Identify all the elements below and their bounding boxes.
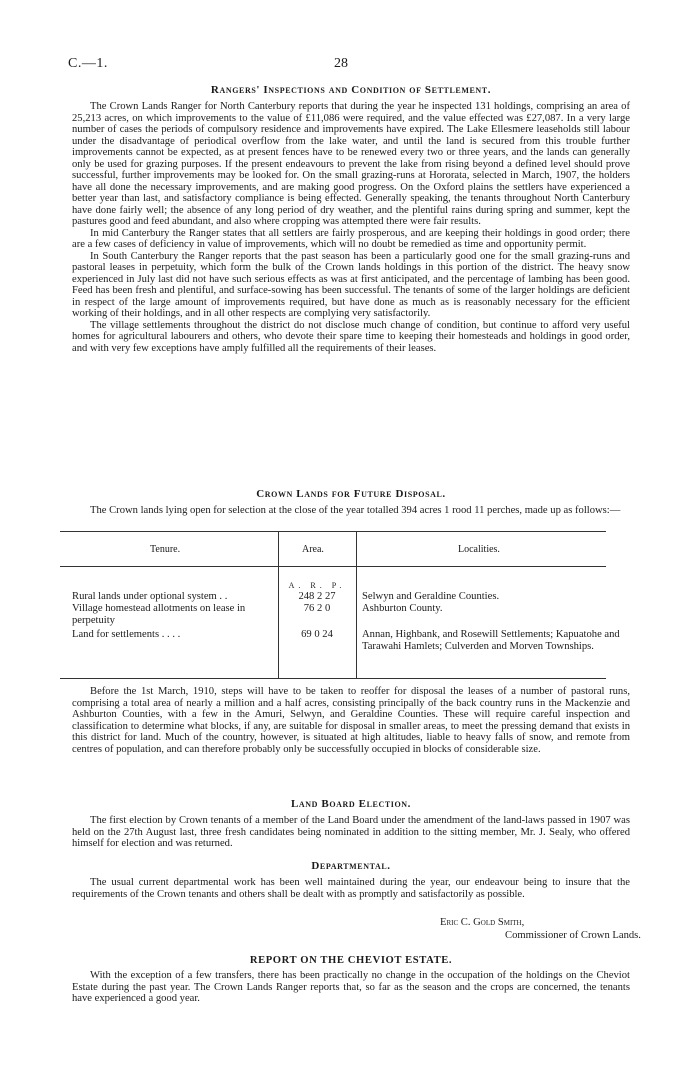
- future-disposal-heading: Crown Lands for Future Disposal.: [256, 488, 446, 500]
- table-row-1-area: 248 2 27: [298, 591, 336, 602]
- cheviot-heading: REPORT ON THE CHEVIOT ESTATE.: [249, 955, 453, 966]
- table-divider-2: [356, 531, 357, 567]
- rangers-heading: Rangers' Inspections and Condition of Settlement.: [210, 84, 492, 96]
- rangers-paragraph-3: In South Canterbury the Ranger reports that the past season has been a particularly good one for the small grazing-runs and pastoral leases in perpetuity, which form the bulk of the Crown lands holdings in this portion of the district. The heavy snow experienced in July last did not have such serious effects as was at first anticipated, and the percentage of lambing has been good. Feed has been fresh and plentiful, and surface-sowing has been successful. The tenants of some of the larger holdings are deficient in respect of the large amount of improvements required, but have done as much as is reasonably necessary for the efficient working of their holdings, and in all other respects are complying very satisfactorily.: [72, 250, 630, 319]
- departmental-heading: Departmental.: [311, 860, 391, 872]
- rangers-section: [72, 84, 630, 354]
- rangers-paragraph-2: In mid Canterbury the Ranger states that all settlers are fairly prosperous, and are keeping their holdings in good order; there are a few cases of deficiency in value of improvements, which will no doubt be remedied as time and opportunity permit.: [72, 227, 630, 250]
- table-header-localities: Localities.: [458, 544, 500, 555]
- table-row-3-localities: Annan, Highbank, and Rosewill Settlements; Kapuatohe and Tarawahi Hamlets; Culverden and Morven Townships.: [362, 629, 620, 652]
- election-paragraph: The first election by Crown tenants of a member of the Land Board under the amendment of the land-laws passed in 1907 was held on the 27th August last, three fresh candidates being nominated in addition to the sitting member, Mr. J. Sealy, who offered himself for election and was returned.: [72, 815, 630, 849]
- table-row-1-tenure: Rural lands under optional system . .: [72, 591, 228, 602]
- signature-name: Eric C. Gold Smith,: [440, 917, 525, 928]
- table-header-tenure: Tenure.: [150, 544, 181, 555]
- table-row-3-tenure: Land for settlements . . . .: [72, 629, 181, 640]
- table-divider-4: [356, 566, 357, 678]
- table-row-1-localities: Selwyn and Geraldine Counties.: [362, 591, 500, 602]
- rangers-paragraph-4: The village settlements throughout the district do not disclose much change of condition, but continue to afford very useful homes for agricultural labourers and others, who devote their spare time to keeping their homesteads and holdings in good order, and with very few exceptions have amply fulfilled all the requirements of their leases.: [72, 319, 630, 354]
- table-row-2-area: 76 2 0: [303, 603, 331, 614]
- table-bottom-rule: [60, 678, 606, 679]
- future-disposal-after: [72, 686, 630, 755]
- signature-title: Commissioner of Crown Lands.: [505, 930, 641, 941]
- table-divider-1: [278, 531, 279, 567]
- rangers-paragraph-1: The Crown Lands Ranger for North Canterbury reports that during the year he inspected 131 holdings, comprising an area of 25,213 acres, on which improvements to the value of £11,086 were required, and the value effected was £27,087. In a very large number of cases the periods of compulsory residence and improvements have expired. The Lake Ellesmere leaseholds still labour under the disadvantage of periodical overflow from the lake water, and until the land is secured from this trouble further improvements cannot be expected, as at present fences have to be renewed every two or three years, and the lands can generally only be used for grazing purposes. If the present endeavours to prevent the lake from rising beyond a defined level should prove successful, further improvements may be looked for. On the small grazing-runs at Hororata, selected in March, 1907, the holders have all done the necessary improvements, and are making good progress. On the Oxford plains the settlers have experienced a better year than last, and satisfactory compliance is being effected. Generally speaking, the tenants throughout North Canterbury have done fairly well; the absence of any long period of dry weather, and the plentiful rains during spring and summer, kept the pastures good and feed abundant, and also where cropping was attempted there were fair results.: [72, 101, 630, 227]
- election-section: [72, 798, 630, 850]
- cheviot-section: [72, 955, 630, 1005]
- future-disposal-paragraph: Before the 1st March, 1910, steps will have to be taken to reoffer for disposal the leases of a number of pastoral runs, comprising a total area of nearly a million and a half acres, consisting principally of the back country runs in the Mackenzie and Ashburton Counties, with a few in the Amuri, Selwyn, and Geraldine Counties. These will require careful inspection and classification to determine what blocks, if any, are suitable for disposal in smaller areas, to meet the pressing demand that exists in this district for land. Much of the country, however, is situated at high altitudes, liable to heavy falls of snow, and remote from centres of population, and can therefore probably only be successfully occupied in blocks of considerable size.: [72, 686, 630, 755]
- table-divider-3: [278, 566, 279, 678]
- departmental-paragraph: The usual current departmental work has been well maintained during the year, our endeavour being to insure that the requirements of the Crown tenants and others shall be dealt with as promptly and satisfactorily as possible.: [72, 877, 630, 900]
- table-top-rule: [60, 531, 606, 532]
- table-area-units: A. R. P.: [288, 581, 346, 590]
- departmental-section: [72, 860, 630, 900]
- cheviot-paragraph: With the exception of a few transfers, there has been practically no change in the occupation of the holdings on the Cheviot Estate during the past year. The Crown Lands Ranger reports that, so far as the season and the crops are concerned, the tenants have experienced a good year.: [72, 970, 630, 1004]
- table-header-rule: [60, 566, 606, 567]
- table-row-2-localities: Ashburton County.: [362, 603, 443, 614]
- document-reference: C.—1.: [68, 56, 108, 71]
- future-disposal-section: [72, 488, 630, 517]
- page-number: 28: [334, 56, 348, 71]
- table-row-3-area: 69 0 24: [301, 629, 333, 640]
- table-header-area: Area.: [302, 544, 324, 555]
- election-heading: Land Board Election.: [290, 798, 412, 810]
- table-row-2-tenure: Village homestead allotments on lease in perpetuity: [72, 603, 246, 626]
- future-disposal-intro: The Crown lands lying open for selection at the close of the year totalled 394 acres 1 rood 11 perches, made up as follows:—: [90, 505, 621, 516]
